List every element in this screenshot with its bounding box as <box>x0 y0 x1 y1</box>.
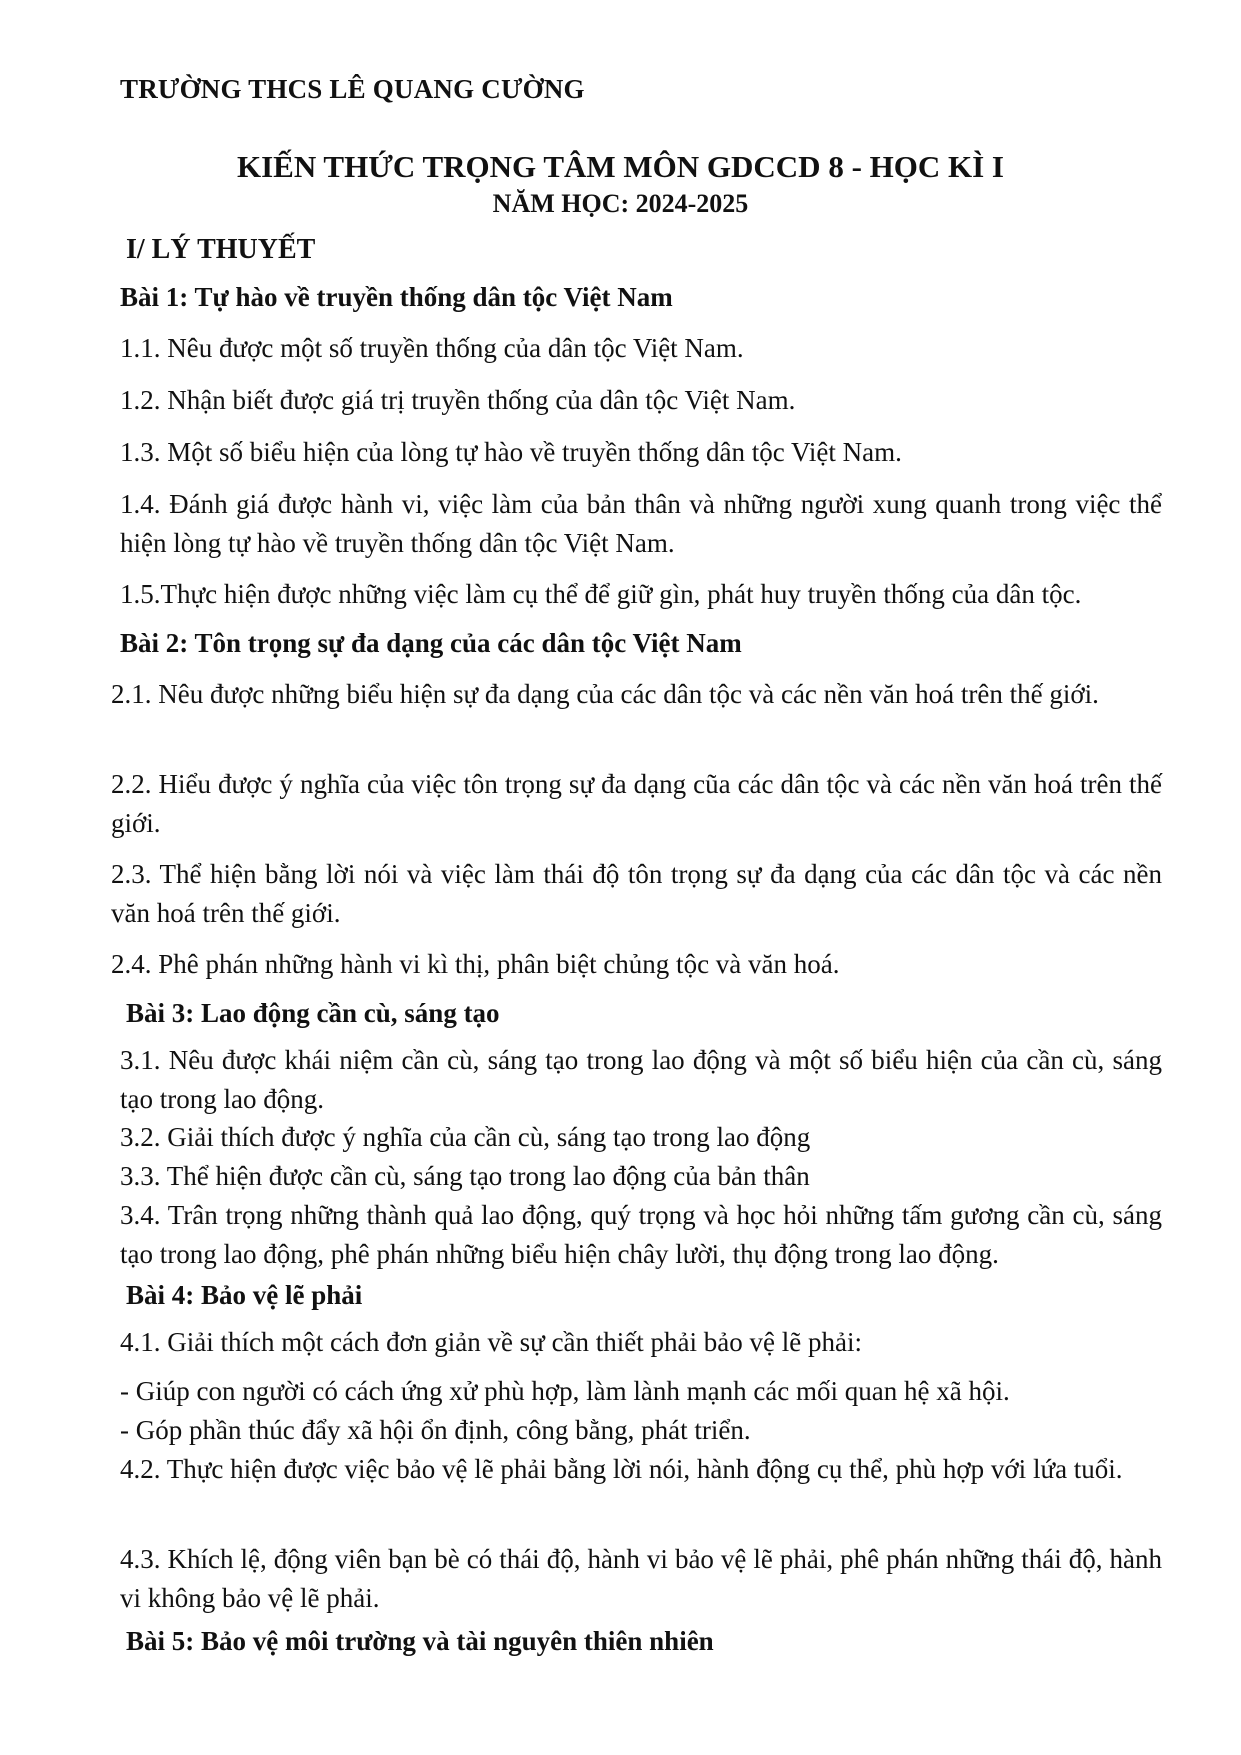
lesson-item: 2.2. Hiểu được ý nghĩa của việc tôn trọng sự đa dạng cũa các dân tộc và các nền văn hoá trên thế giới. <box>111 769 1162 838</box>
lesson-item: 4.3. Khích lệ, động viên bạn bè có thái độ, hành vi bảo vệ lẽ phải, phê phán những thái độ, hành vi không bảo vệ lẽ phải. <box>120 1544 1162 1613</box>
lesson-item: 2.4. Phê phán những hành vi kì thị, phân biệt chủng tộc và văn hoá. <box>111 949 840 979</box>
lesson-item: 1.1. Nêu được một số truyền thống của dân tộc Việt Nam. <box>120 333 744 363</box>
section-heading: I/ LÝ THUYẾT <box>126 234 316 265</box>
lesson-item: 2.1. Nêu được những biểu hiện sự đa dạng của các dân tộc và các nền văn hoá trên thế giới. <box>111 679 1099 709</box>
lesson-item: - Giúp con người có cách ứng xử phù hợp, làm lành mạnh các mối quan hệ xã hội. <box>120 1376 1010 1406</box>
lesson-title: Bài 2: Tôn trọng sự đa dạng của các dân tộc Việt Nam <box>120 628 742 658</box>
lesson-item: 3.1. Nêu được khái niệm cần cù, sáng tạo trong lao động và một số biểu hiện của cần cù, sáng tạo trong lao động. <box>120 1045 1162 1114</box>
lesson-item: 4.2. Thực hiện được việc bảo vệ lẽ phải bằng lời nói, hành động cụ thể, phù hợp với lứa tuổi. <box>120 1454 1123 1484</box>
lesson-item: 1.4. Đánh giá được hành vi, việc làm của bản thân và những người xung quanh trong việc thể hiện lòng tự hào về truyền thống dân tộc Việt Nam. <box>120 489 1162 558</box>
lesson-item: 4.1. Giải thích một cách đơn giản về sự cần thiết phải bảo vệ lẽ phải: <box>120 1327 862 1357</box>
lesson-title: Bài 3: Lao động cần cù, sáng tạo <box>126 998 500 1028</box>
lesson-item: 3.2. Giải thích được ý nghĩa của cần cù, sáng tạo trong lao động <box>120 1122 811 1152</box>
lesson-title: Bài 5: Bảo vệ môi trường và tài nguyên thiên nhiên <box>126 1626 714 1656</box>
school-year: NĂM HỌC: 2024-2025 <box>492 189 749 218</box>
document-title: KIẾN THỨC TRỌNG TÂM MÔN GDCCD 8 - HỌC KÌ I <box>236 149 1004 184</box>
lesson-item: 1.2. Nhận biết được giá trị truyền thống của dân tộc Việt Nam. <box>120 385 796 415</box>
lesson-item: 3.4. Trân trọng những thành quả lao động, quý trọng và học hỏi những tấm gương cần cù, sáng tạo trong lao động, phê phán những biểu hiện chây lười, thụ động trong lao động. <box>120 1200 1162 1269</box>
lesson-item: 3.3. Thể hiện được cần cù, sáng tạo trong lao động của bản thân <box>120 1161 810 1191</box>
lesson-title: Bài 4: Bảo vệ lẽ phải <box>126 1280 363 1310</box>
lesson-item: 1.3. Một số biểu hiện của lòng tự hào về truyền thống dân tộc Việt Nam. <box>120 437 902 467</box>
lesson-item: 1.5.Thực hiện được những việc làm cụ thể để giữ gìn, phát huy truyền thống của dân tộc. <box>120 579 1082 609</box>
lesson-item: 2.3. Thể hiện bằng lời nói và việc làm thái độ tôn trọng sự đa dạng của các dân tộc và các nền văn hoá trên thế giới. <box>111 859 1162 928</box>
lesson-title: Bài 1: Tự hào về truyền thống dân tộc Việt Nam <box>120 282 673 312</box>
school-name: TRƯỜNG THCS LÊ QUANG CƯỜNG <box>120 74 585 104</box>
lesson-item: - Góp phần thúc đẩy xã hội ổn định, công bằng, phát triển. <box>120 1415 751 1445</box>
